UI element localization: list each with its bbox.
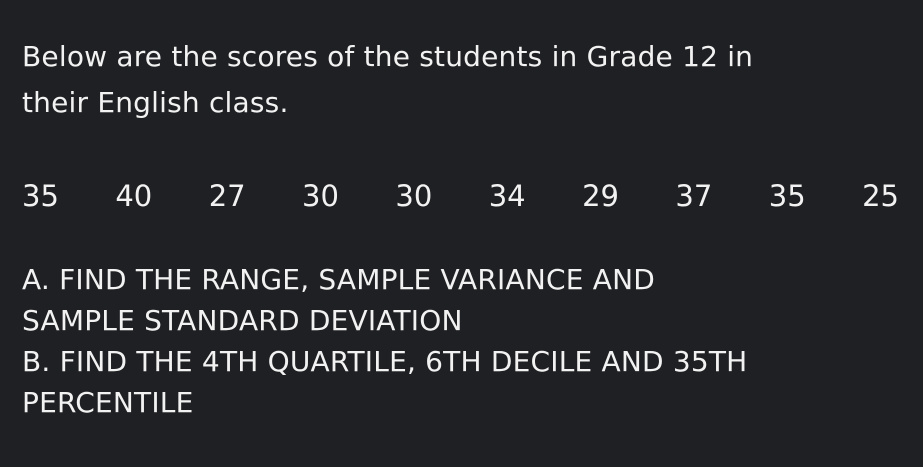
instruction-a-line-1: A. FIND THE RANGE, SAMPLE VARIANCE AND <box>22 263 656 296</box>
instruction-a-line-2: SAMPLE STANDARD DEVIATION <box>22 304 463 337</box>
score-value: 35 <box>768 179 806 213</box>
instruction-b <box>22 341 902 423</box>
document <box>22 34 902 423</box>
score-value: 34 <box>488 179 526 213</box>
instruction-b-line-2: PERCENTILE <box>22 386 194 419</box>
score-value: 25 <box>862 179 899 213</box>
score-value: 30 <box>302 179 339 213</box>
score-value: 40 <box>115 179 153 213</box>
score-value: 30 <box>395 179 433 213</box>
intro-line-1: Below are the scores of the students in Grade 12 in <box>22 40 754 73</box>
score-value: 27 <box>208 179 246 213</box>
scores-list <box>22 176 899 216</box>
intro-line-2: their English class. <box>22 86 289 119</box>
intro-text <box>22 34 902 126</box>
score-value: 35 <box>22 179 59 213</box>
instruction-a <box>22 259 902 341</box>
instructions <box>22 259 902 423</box>
score-value: 29 <box>582 179 619 213</box>
instruction-b-line-1: B. FIND THE 4TH QUARTILE, 6TH DECILE AND 35TH <box>22 345 748 378</box>
score-value: 37 <box>675 179 713 213</box>
